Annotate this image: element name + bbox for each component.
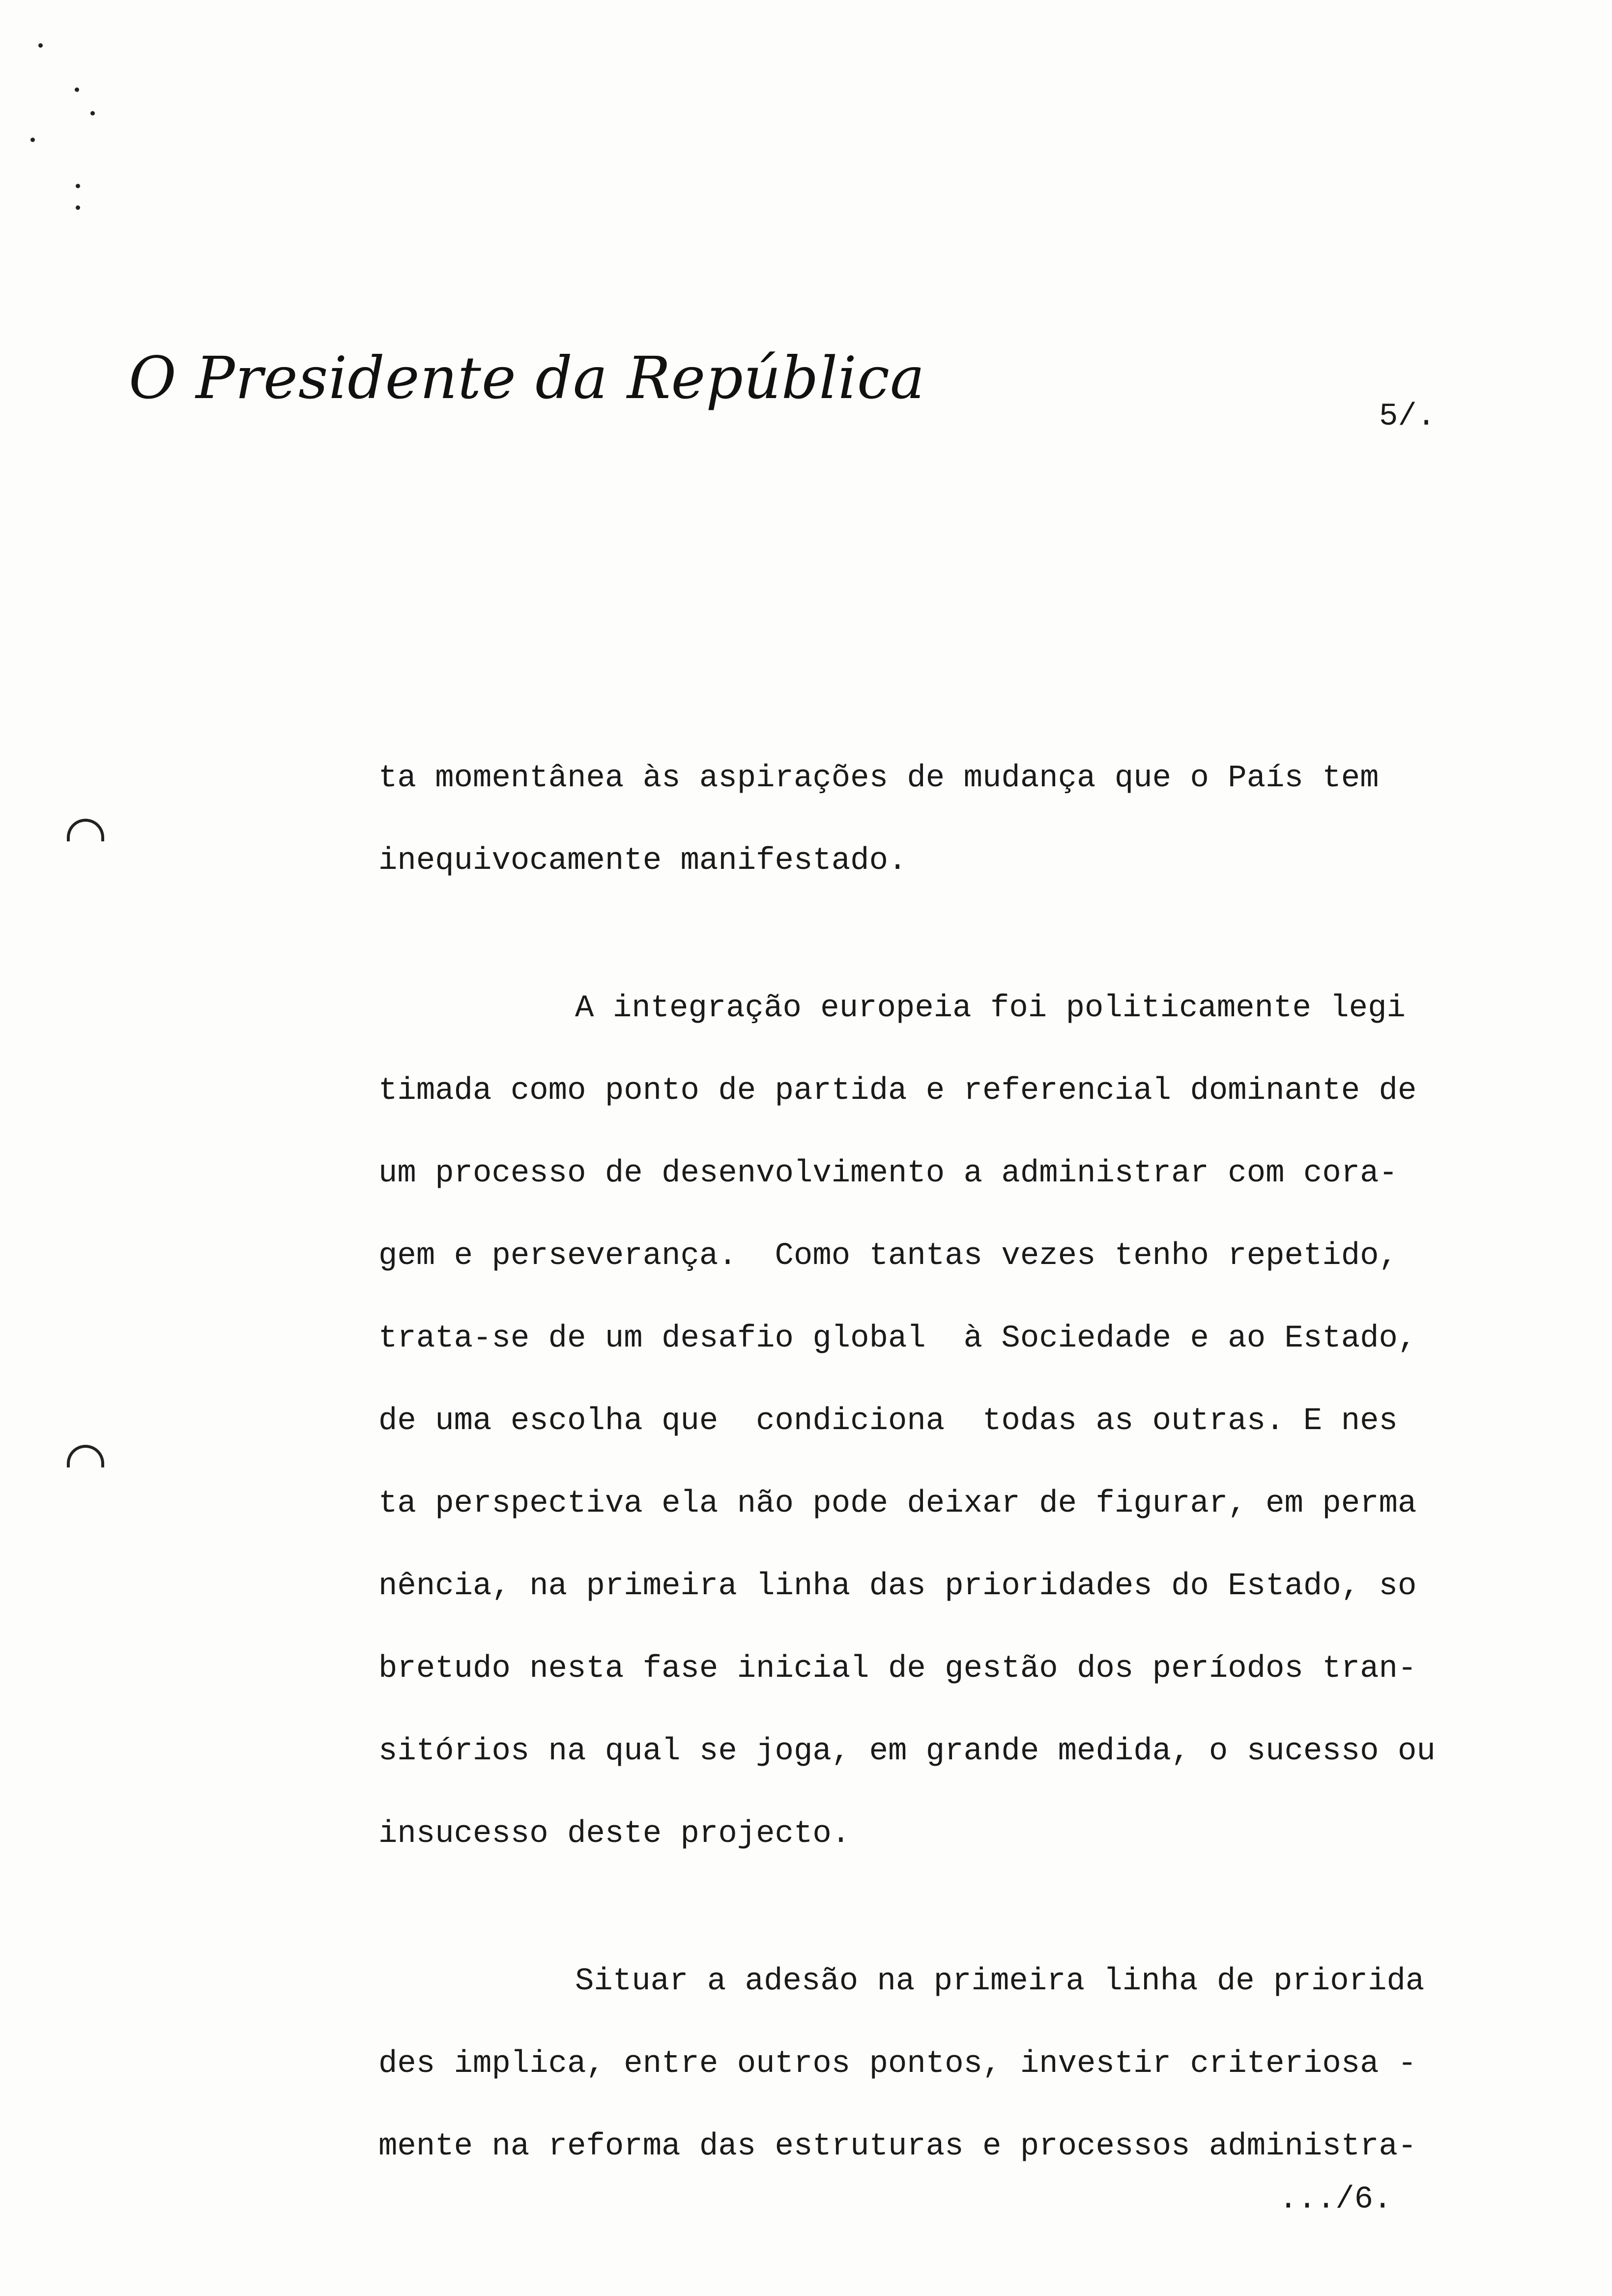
text-line: Situar a adesão na primeira linha de priorida <box>575 1964 1425 1999</box>
scan-mark <box>76 184 80 188</box>
page-number: 5/. <box>1379 399 1436 434</box>
text-line: trata-se de um desafio global à Sociedade e ao Estado, <box>378 1321 1417 1356</box>
text-line: gem e perseverança. Como tantas vezes tenho repetido, <box>378 1238 1398 1274</box>
text-line: sitórios na qual se joga, em grande medida, o sucesso ou <box>378 1734 1436 1769</box>
text-line: insucesso deste projecto. <box>378 1816 851 1852</box>
text-line: um processo de desenvolvimento a administrar com cora- <box>378 1156 1398 1191</box>
scan-mark <box>75 87 79 92</box>
text-line: bretudo nesta fase inicial de gestão dos períodos tran- <box>378 1651 1417 1687</box>
body-text <box>378 737 1474 2188</box>
scan-mark <box>38 43 43 48</box>
text-line: des implica, entre outros pontos, investir criteriosa - <box>378 2046 1417 2082</box>
text-line: timada como ponto de partida e referencial dominante de <box>378 1073 1417 1109</box>
scan-mark <box>76 205 80 210</box>
continuation-marker: .../6. <box>1279 2182 1392 2217</box>
letterhead: O Presidente da República <box>129 344 925 412</box>
text-line: ta perspectiva ela não pode deixar de figurar, em perma <box>378 1486 1417 1521</box>
text-line: nência, na primeira linha das prioridades do Estado, so <box>378 1569 1417 1604</box>
scan-mark <box>90 111 95 115</box>
scan-mark <box>30 138 35 142</box>
punch-hole-mark <box>67 1445 104 1467</box>
punch-hole-mark <box>67 819 104 841</box>
text-line: de uma escolha que condiciona todas as outras. E nes <box>378 1404 1398 1439</box>
text-line: ta momentânea às aspirações de mudança que o País tem <box>378 761 1379 796</box>
text-line: mente na reforma das estruturas e processos administra- <box>378 2129 1417 2164</box>
text-line: A integração europeia foi politicamente legi <box>575 991 1406 1026</box>
text-line: inequivocamente manifestado. <box>378 843 907 879</box>
